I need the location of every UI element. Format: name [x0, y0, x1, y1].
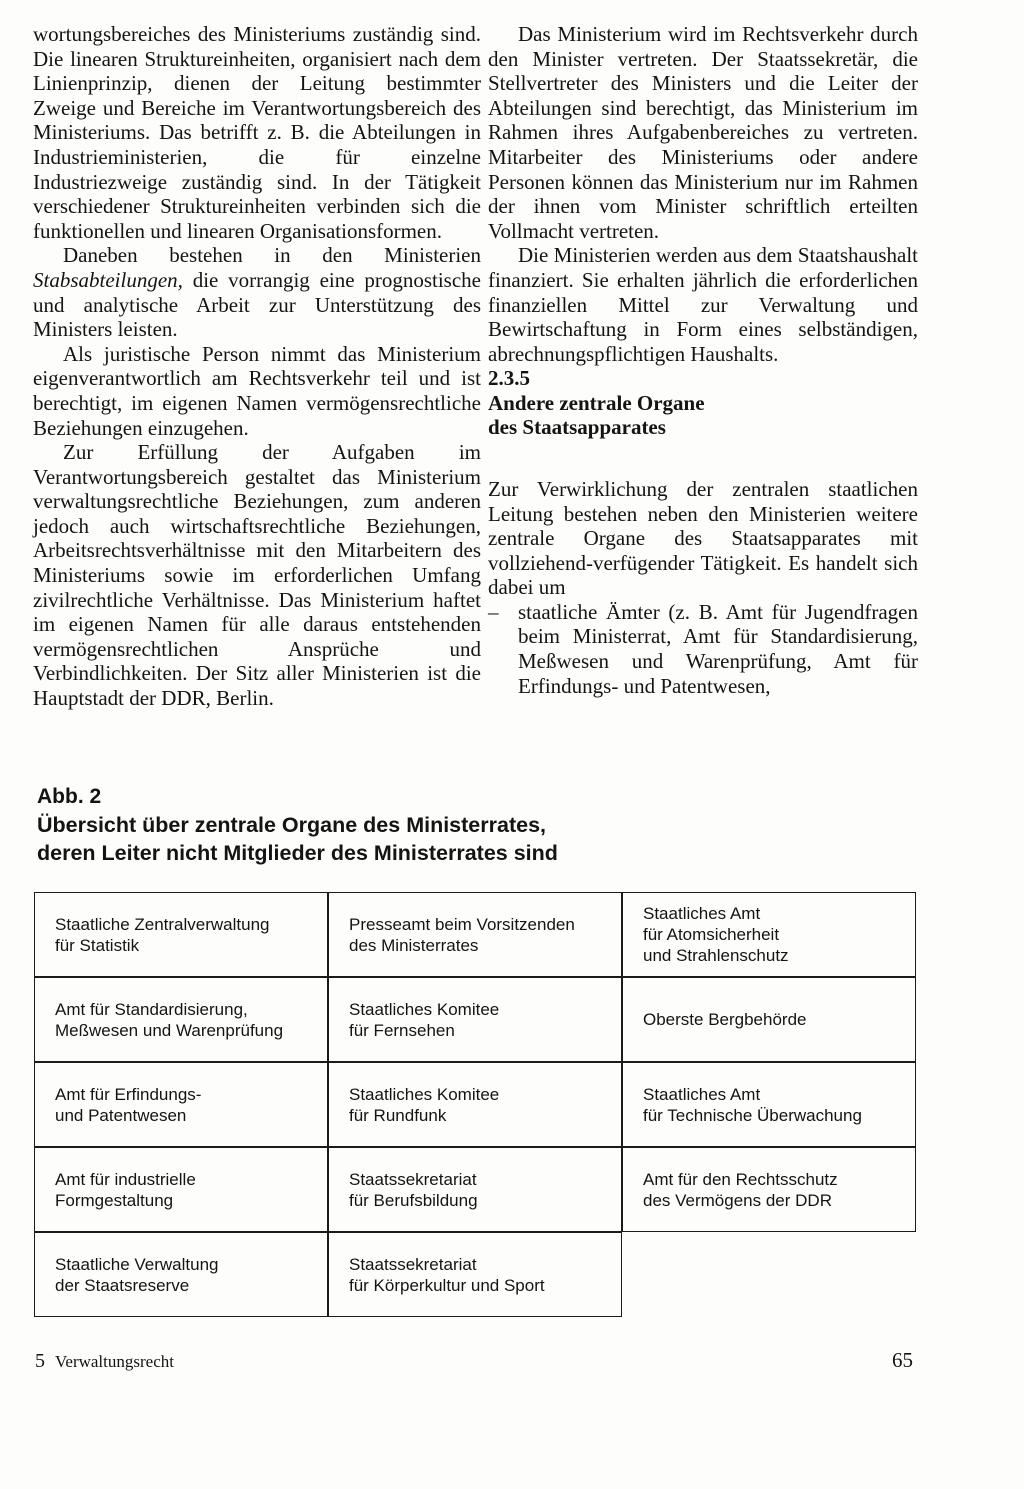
section-intro: Zur Verwirklichung der zentralen staatlichen Leitung bestehen neben den Ministerien weitere zentrale Organe des Staatsapparates mit vollziehend-verfügender Tätigkeit. Es handelt sich dabei um	[488, 476, 918, 600]
paragraph: Die Ministerien werden aus dem Staatshaushalt finanziert. Sie erhalten jährlich die erforderlichen finanziellen Mittel zur Verwaltung und Bewirtschaftung in Form eines selbständigen, abrechnungspflichtigen Haushalts.	[488, 243, 918, 366]
paragraph-text: die vorrangig eine prognostische und analytische Arbeit zur Unterstützung des Ministers leisten.	[33, 267, 481, 342]
section-title-line: Andere zentrale Organe	[488, 390, 705, 415]
organ-cell: Staatssekretariat für Körperkultur und Sport	[328, 1232, 622, 1317]
organ-cell: Staatliches Amt für Technische Überwachung	[622, 1062, 916, 1147]
paragraph: Zur Erfüllung der Aufgaben im Verantwortungsbereich gestaltet das Ministerium verwaltungsrechtliche Beziehungen, zum anderen jedoch auch wirtschaftsrechtliche Beziehungen, Arbeitsrechtsverhältnisse mit den Mitarbeitern des Ministeriums sowie im erforderlichen Umfang zivilrechtliche Verhältnisse. Das Ministerium haftet im eigenen Namen für alle daraus entstehenden vermögensrechtlichen Ansprüche und Verbindlichkeiten. Der Sitz aller Ministerien ist die Hauptstadt der DDR, Berlin.	[33, 440, 481, 711]
paragraph: Das Ministerium wird im Rechtsverkehr durch den Minister vertreten. Der Staatssekretär, die Stellvertreter des Ministers und die Leiter der Abteilungen sind berechtigt, das Ministerium im Rahmen ihres Aufgabenbereiches zu vertreten. Mitarbeiter des Ministeriums oder andere Personen können das Ministerium nur im Rahmen der ihnen vom Minister schriftlich erteilten Vollmacht vertreten.	[488, 22, 918, 243]
figure-title-line: Übersicht über zentrale Organe des Ministerrates,	[37, 813, 546, 837]
section-number: 2.3.5	[488, 366, 530, 391]
left-text-column	[33, 22, 481, 711]
organ-cell: Staatliches Komitee für Rundfunk	[328, 1062, 622, 1147]
dash-bullet: –	[488, 599, 499, 624]
organ-cell: Staatliche Zentralverwaltung für Statistik	[34, 892, 328, 977]
signature-number: 5	[35, 1350, 45, 1372]
paragraph: Als juristische Person nimmt das Ministerium eigenverantwortlich am Rechtsverkehr teil und ist berechtigt, im eigenen Namen vermögensrechtliche Beziehungen einzugehen.	[33, 341, 481, 440]
organ-cell: Staatliches Komitee für Fernsehen	[328, 977, 622, 1062]
organ-cell: Amt für industrielle Formgestaltung	[34, 1147, 328, 1232]
list-item	[488, 600, 918, 698]
figure-title-line: deren Leiter nicht Mitglieder des Ministerrates sind	[37, 841, 558, 865]
organ-cell: Staatssekretariat für Berufsbildung	[328, 1147, 622, 1232]
paragraph	[33, 243, 481, 341]
running-title: Verwaltungsrecht	[55, 1352, 174, 1371]
figure-title	[37, 811, 737, 867]
right-text-column	[488, 22, 918, 698]
paragraph-text: Daneben bestehen in den Ministerien	[63, 243, 481, 268]
emphasis-term: Stabsabteilungen,	[33, 267, 183, 292]
footer-signature	[35, 1350, 174, 1373]
organ-cell: Amt für Standardisierung, Meßwesen und Warenprüfung	[34, 977, 328, 1062]
organ-cell: Oberste Bergbehörde	[622, 977, 916, 1062]
organ-cell: Amt für Erfindungs- und Patentwesen	[34, 1062, 328, 1147]
page-number: 65	[892, 1348, 913, 1372]
paragraph: wortungsbereiches des Ministeriums zuständig sind. Die linearen Struktureinheiten, organisiert nach dem Linienprinzip, dienen der Leitung bestimmter Zweige und Bereiche im Verantwortungsbereich des Ministeriums. Das betrifft z. B. die Abteilungen in Industrieministerien, die für einzelne Industriezweige zuständig sind. In der Tätigkeit verschiedener Struktureinheiten verbinden sich die funktionellen und linearen Organisationsformen.	[33, 22, 481, 243]
section-title-line: des Staatsapparates	[488, 414, 666, 439]
organ-cell: Staatliche Verwaltung der Staatsreserve	[34, 1232, 328, 1317]
organ-cell: Staatliches Amt für Atomsicherheit und Strahlenschutz	[622, 892, 916, 977]
organ-cell: Amt für den Rechtsschutz des Vermögens der DDR	[622, 1147, 916, 1232]
organ-cell: Presseamt beim Vorsitzenden des Ministerrates	[328, 892, 622, 977]
list-item-text: staatliche Ämter (z. B. Amt für Jugendfragen beim Ministerrat, Amt für Standardisierung, Meßwesen und Warenprüfung, Amt für Erfindungs- und Patentwesen,	[518, 599, 918, 698]
organ-overview-table	[34, 892, 916, 1318]
figure-label: Abb. 2	[37, 785, 102, 808]
